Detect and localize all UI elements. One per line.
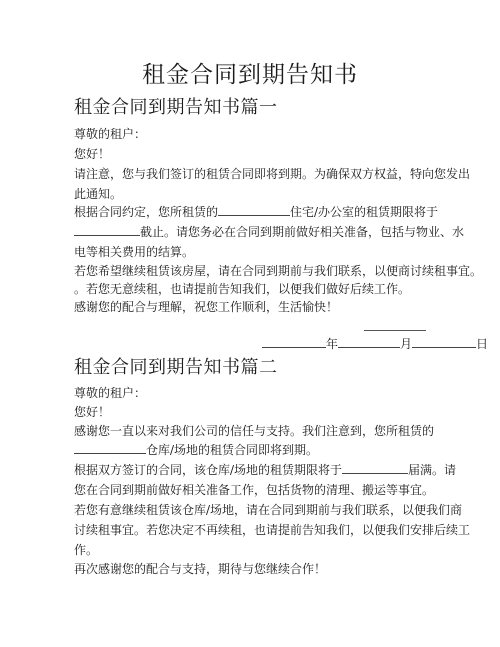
- section2-paragraph3-line1: 若您有意继续租赁该仓库/场地，请在合同到期前与我们联系，以便我们商: [74, 503, 463, 517]
- expiry-date-blank[interactable]: [342, 462, 408, 474]
- section2-paragraph3-line2: 讨续租事宜。若您决定不再续租，也请提前告知我们，以便我们安排后续工: [74, 523, 471, 537]
- section1-paragraph1-line2: 此通知。: [74, 187, 123, 201]
- document-title: 租金合同到期告知书: [142, 62, 358, 88]
- section1-paragraph2-line1: [74, 204, 438, 220]
- section1-paragraph3-line1: 若您希望继续租赁该房屋，请在合同到期前与我们联系，以便商讨续租事宜。: [74, 264, 483, 278]
- section1-heading: 租金合同到期告知书篇一: [74, 97, 278, 118]
- warehouse-blank[interactable]: [74, 442, 146, 454]
- date-line: [262, 336, 488, 352]
- month-blank[interactable]: [338, 336, 400, 348]
- section2-paragraph4-line1: 再次感谢您的配合与支持，期待与您继续合作！: [74, 562, 327, 576]
- section2-paragraph1-line2: [74, 442, 318, 458]
- section2-paragraph2-text-a: 根据双方签订的合同，该仓库/场地的租赁期限将于: [74, 463, 343, 477]
- section1-paragraph3-line2: 。若您无意续租，也请提前告知我们，以便我们做好后续工作。: [74, 282, 411, 296]
- section1-paragraph1-line1: 请注意，您与我们签订的租赁合同即将到期。为确保双方权益，特向您发出: [74, 167, 471, 181]
- section2-salutation: 尊敬的租户：: [74, 386, 147, 400]
- section1-paragraph2-text-a: 根据合同约定，您所租赁的: [74, 205, 219, 219]
- day-label: 日: [476, 337, 489, 351]
- section1-paragraph2-line3: 电等相关费用的结算。: [74, 245, 195, 259]
- section2-paragraph2-line1: [74, 462, 456, 478]
- property-blank[interactable]: [218, 204, 290, 216]
- section2-paragraph2-line2: 您在合同到期前做好相关准备工作，包括货物的清理、搬运等事宜。: [74, 483, 435, 497]
- year-blank[interactable]: [262, 336, 326, 348]
- section1-paragraph2-line2: [74, 224, 464, 240]
- day-blank[interactable]: [412, 336, 476, 348]
- section1-paragraph2-text-c: 截止。请您务必在合同到期前做好相关准备，包括与物业、水: [140, 225, 465, 239]
- section1-greeting: 您好！: [74, 147, 111, 161]
- section2-heading: 租金合同到期告知书篇二: [74, 357, 278, 378]
- month-label: 月: [400, 337, 413, 351]
- section2-paragraph1-text-b: 仓库/场地的租赁合同即将到期。: [146, 443, 319, 457]
- year-label: 年: [326, 337, 339, 351]
- section1-paragraph4-line1: 感谢您的配合与理解，祝您工作顺利，生活愉快！: [74, 300, 339, 314]
- section1-paragraph2-text-b: 住宅/办公室的租赁期限将于: [290, 205, 439, 219]
- section1-salutation: 尊敬的租户：: [74, 127, 147, 141]
- section2-paragraph3-line3: 作。: [74, 543, 99, 557]
- end-date-blank[interactable]: [74, 224, 140, 236]
- section2-paragraph1-line1: 感谢您一直以来对我们公司的信任与支持。我们注意到，您所租赁的: [74, 424, 435, 438]
- signature-line[interactable]: [364, 330, 426, 331]
- section2-greeting: 您好！: [74, 405, 111, 419]
- section2-paragraph2-text-b: 届满。请: [408, 463, 457, 477]
